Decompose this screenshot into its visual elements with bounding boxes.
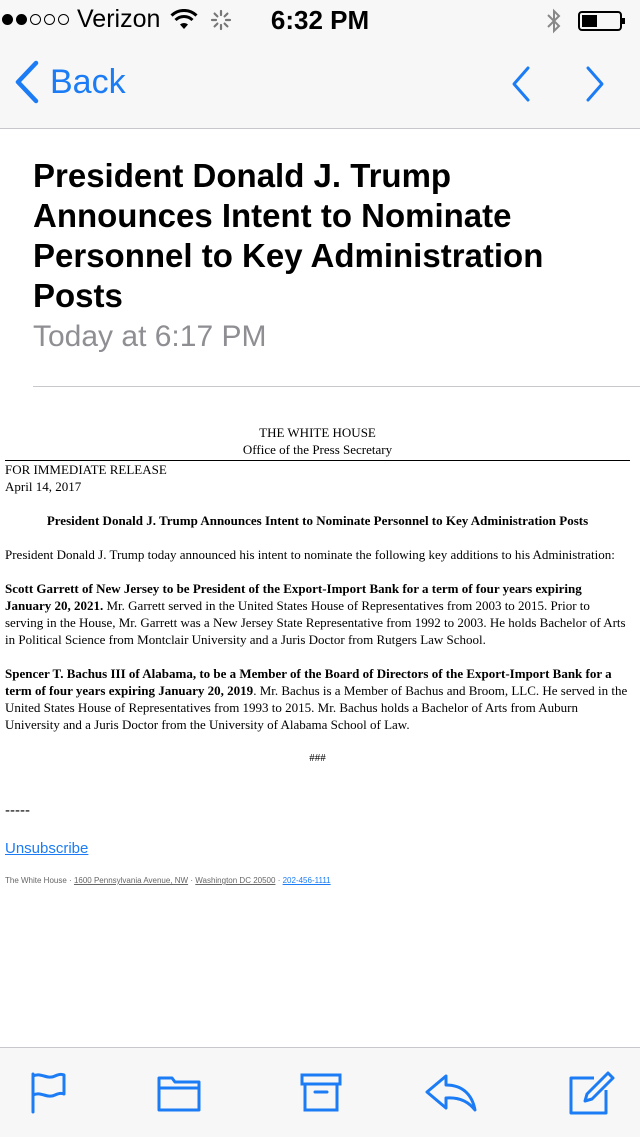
email-subject: President Donald J. Trump Announces Intent to Nominate Personnel to Key Administration Posts: [33, 157, 544, 314]
back-label: Back: [50, 62, 126, 101]
bottom-toolbar: [0, 1047, 640, 1137]
unsubscribe-link[interactable]: Unsubscribe: [5, 840, 89, 857]
footer-city[interactable]: Washington DC 20500: [195, 876, 276, 885]
move-to-folder-button[interactable]: [156, 1070, 202, 1119]
flag-button[interactable]: [29, 1070, 69, 1119]
release-label: FOR IMMEDIATE RELEASE: [5, 462, 167, 477]
footer-org: The White House: [5, 876, 67, 885]
back-button[interactable]: [14, 60, 126, 104]
carrier-name: Verizon: [77, 5, 161, 33]
compose-button[interactable]: [568, 1070, 616, 1121]
nominee-paragraph-1: [5, 580, 630, 648]
nominee-1-bio: Mr. Garrett served in the United States House of Representatives from 2003 to 2015. Prior to serving in the House, Mr. Garrett was a New Jersey State Representative from 1992 to 2003. He holds Bachelor of Arts in Political Science from Montclair University and a Juris Doctor from Rutgers Law School.: [5, 598, 626, 647]
end-mark: ###: [309, 752, 326, 764]
next-message-button[interactable]: [582, 62, 608, 111]
nominee-paragraph-2: [5, 665, 630, 733]
signature-separator: -----: [5, 802, 30, 819]
chevron-right-icon: [582, 62, 608, 106]
reply-button[interactable]: [424, 1070, 478, 1119]
nominee-2-title: Spencer T. Bachus III of Alabama, to be a Member of the Board of Directors of the Export-Import Bank for a term of four years expiring January 20, 2019: [5, 666, 612, 698]
press-headline: President Donald J. Trump Announces Intent to Nominate Personnel to Key Administration Posts: [46, 513, 589, 528]
header-divider: [33, 386, 640, 387]
archive-button[interactable]: [299, 1070, 343, 1119]
org-name: THE WHITE HOUSE: [259, 425, 376, 440]
intro-paragraph: President Donald J. Trump today announced his intent to nominate the following key additions to his Administration:: [5, 547, 615, 562]
status-right: [546, 8, 628, 34]
compose-icon: [568, 1070, 616, 1116]
status-bar: [0, 0, 640, 40]
folder-icon: [156, 1070, 202, 1114]
email-date: Today at 6:17 PM: [33, 320, 267, 353]
status-time: 6:32 PM: [270, 5, 370, 35]
release-date: April 14, 2017: [5, 479, 82, 494]
footer-street[interactable]: 1600 Pennsylvania Avenue, NW: [73, 876, 189, 885]
navigation-bar: [0, 40, 640, 129]
chevron-left-icon: [508, 62, 534, 106]
email-body: [5, 424, 630, 767]
bluetooth-icon: [546, 8, 562, 34]
chevron-left-icon: [14, 60, 40, 104]
footer-address: The White House · 1600 Pennsylvania Avenue, NW · Washington DC 20500 · 202-456-1111: [5, 876, 331, 885]
nominee-1-title: Scott Garrett of New Jersey to be President of the Export-Import Bank for a term of four years expiring January 20, 2021.: [5, 581, 582, 613]
office-name: Office of the Press Secretary: [242, 442, 393, 457]
flag-icon: [29, 1070, 69, 1114]
battery-icon: [578, 10, 628, 32]
reply-arrow-icon: [424, 1070, 478, 1114]
archive-box-icon: [299, 1070, 343, 1114]
nominee-2-bio: . Mr. Bachus is a Member of Bachus and Broom, LLC. He served in the United States House of Representatives from 1993 to 2015. Mr. Bachus holds a Bachelor of Arts from Auburn University and a Juris Doctor from the University of Alabama School of Law.: [5, 683, 628, 732]
previous-message-button[interactable]: [508, 62, 534, 111]
footer-phone-link[interactable]: 202-456-1111: [282, 876, 331, 885]
